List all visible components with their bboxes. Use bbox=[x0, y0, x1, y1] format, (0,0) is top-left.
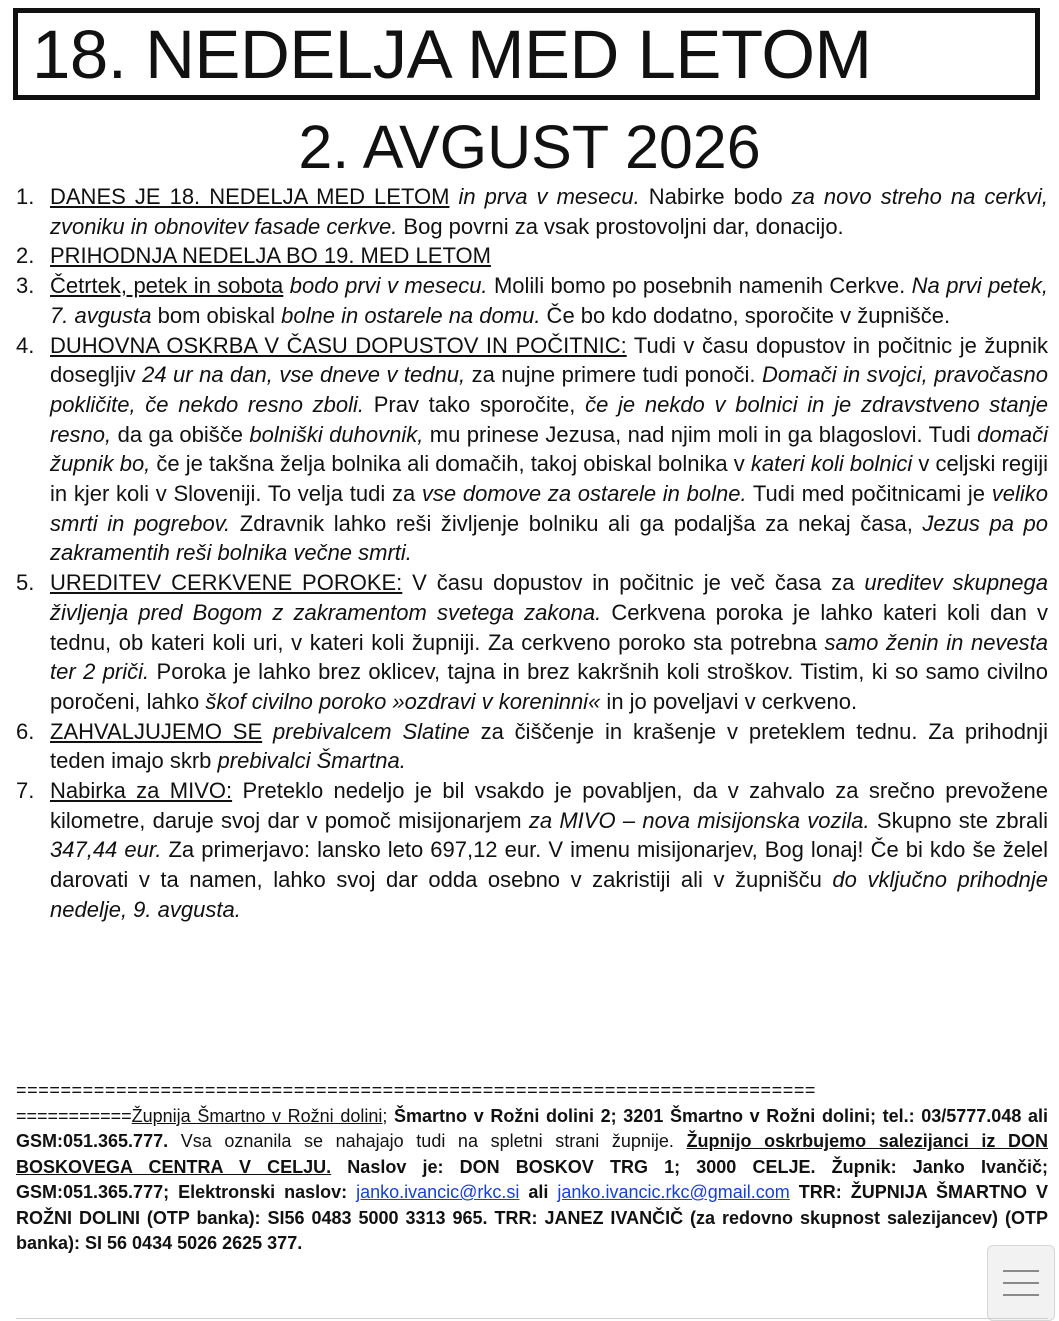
item-run: Nabirke bodo bbox=[639, 184, 792, 209]
item-run: za čiščenje in krašenje v preteklem tednu. Za prihodnji teden imajo skrb bbox=[50, 718, 1048, 774]
item-run: bom obiskal bbox=[151, 302, 282, 328]
item-number: 3. bbox=[16, 273, 35, 299]
item-emphasis: kateri koli bolnici bbox=[750, 451, 913, 477]
item-emphasis: do vključno prihodnje nedelje, 9. avgusta. bbox=[50, 867, 1048, 922]
hamburger-menu-icon bbox=[1001, 1266, 1041, 1300]
item-text bbox=[50, 182, 1048, 241]
item-emphasis: vse domove za ostarele in bolne. bbox=[421, 481, 747, 507]
item-emphasis: če je nekdo v bolnici in je zdravstveno stanje resno, bbox=[50, 391, 1048, 447]
item-emphasis: bolniški duhovnik, bbox=[249, 421, 424, 447]
email-link-rkc[interactable]: janko.ivancic@rkc.si bbox=[356, 1182, 520, 1202]
page-date: 2. AVGUST 2026 bbox=[298, 113, 761, 181]
announcement-item bbox=[16, 776, 1048, 925]
item-run: Molili bomo po posebnih namenih Cerkve. bbox=[487, 273, 912, 299]
footer-salesian: Župnijo oskrbujemo salezijanci iz DON BOSKOVEGA CENTRA V CELJU. bbox=[16, 1131, 1048, 1177]
announcement-item bbox=[16, 182, 1048, 241]
footer-lead: =========== bbox=[16, 1105, 132, 1126]
item-number: 6. bbox=[16, 718, 35, 744]
announcement-item bbox=[16, 241, 1048, 271]
item-heading: Četrtek, petek in sobota bbox=[50, 273, 284, 299]
footer-parish-name: Župnija Šmartno v Rožni dolini; bbox=[131, 1105, 388, 1126]
announcement-item bbox=[16, 271, 1048, 330]
item-number: 5. bbox=[16, 570, 35, 596]
page-title: 18. NEDELJA MED LETOM bbox=[32, 15, 872, 93]
item-text bbox=[50, 271, 1048, 330]
footer-web-note: Vsa oznanila se nahajajo tudi na spletni strani župnije. bbox=[168, 1131, 687, 1151]
item-emphasis: samo ženin in nevesta ter 2 priči. bbox=[50, 629, 1049, 685]
item-emphasis: za MIVO – nova misijonska vozila. bbox=[528, 807, 870, 833]
footer bbox=[16, 1078, 1048, 1257]
item-run: Preteklo nedeljo je bil vsakdo je povabljen, da v zahvalo za srečno prevožene kilometre, daruje svoj dar v pomoč misijonarjem bbox=[50, 778, 1049, 833]
title-box bbox=[13, 8, 1040, 100]
item-emphasis: škof civilno poroko »ozdravi v koreninni« bbox=[205, 688, 601, 714]
item-heading: ZAHVALJUJEMO SE bbox=[50, 718, 263, 744]
announcement-item bbox=[16, 717, 1048, 776]
item-heading: PRIHODNJA NEDELJA BO 19. MED LETOM bbox=[50, 243, 491, 269]
item-text bbox=[50, 331, 1048, 569]
item-run bbox=[262, 719, 273, 744]
item-text bbox=[50, 776, 1048, 925]
item-run: Za primerjavo: lansko leto 697,12 eur. V imenu misijonarjev, Bog lonaj! Če bi kdo še želel darovati v ta namen, lahko svoj dar odda osebno v zakristiji ali v župnišču bbox=[50, 837, 1048, 893]
item-run: Tudi v času dopustov in počitnic je župnik dosegljiv bbox=[50, 332, 1048, 388]
footer-or: ali bbox=[519, 1182, 558, 1202]
item-emphasis: prebivalcem Slatine bbox=[273, 718, 470, 744]
item-heading: Nabirka za MIVO: bbox=[50, 778, 233, 804]
item-number: 4. bbox=[16, 332, 35, 358]
footer-bank: TRR: ŽUPNIJA ŠMARTNO V ROŽNI DOLINI (OTP banka): SI56 0483 5000 3313 965. TRR: JANEZ IVANČIČ (za redovno skupnost salezijancev) (OTP banka): SI 56 0434 5026 2625 377. bbox=[16, 1182, 1048, 1253]
menu-button[interactable] bbox=[987, 1245, 1055, 1321]
item-run: Bog povrni za vsak prostovoljni dar, donacijo. bbox=[397, 213, 844, 239]
footer-text bbox=[16, 1104, 1048, 1257]
announcement-list bbox=[16, 182, 1048, 925]
footer-address: Šmartno v Rožni dolini 2; 3201 Šmartno v Rožni dolini; tel.: 03/5777.048 ali GSM:051.365.777. bbox=[16, 1105, 1049, 1151]
item-run: Tudi med počitnicami je bbox=[746, 481, 992, 507]
email-link-gmail[interactable]: janko.ivancic.rkc@gmail.com bbox=[557, 1182, 790, 1202]
item-run: in jo poveljavi v cerkveno. bbox=[600, 688, 858, 714]
item-emphasis: Jezus pa po zakramentih reši bolnika večne smrti. bbox=[50, 510, 1049, 566]
item-emphasis: 347,44 eur. bbox=[50, 837, 162, 863]
bottom-divider bbox=[16, 1318, 1048, 1319]
item-run: Prav tako sporočite, bbox=[364, 391, 586, 417]
item-run: da ga obišče bbox=[111, 421, 250, 447]
item-run: če je takšna želja bolnika ali domačih, takoj obiskal bolnika v bbox=[150, 451, 751, 477]
footer-separator: ======================================================================== bbox=[16, 1080, 817, 1100]
item-run: mu prinese Jezusa, nad njim moli in ga blagoslovi. Tudi bbox=[423, 421, 978, 447]
item-run: Cerkvena poroka je lahko kateri koli dan v tednu, ob kateri koli uri, v kateri koli župniji. Za cerkveno poroko sta potrebna bbox=[50, 599, 1048, 655]
item-emphasis: veliko smrti in pogrebov. bbox=[50, 481, 1048, 536]
item-emphasis: Domači in svojci, pravočasno pokličite, če nekdo resno zboli. bbox=[50, 362, 1049, 417]
item-run: za nujne primere tudi ponoči. bbox=[465, 362, 763, 388]
item-emphasis: ureditev skupnega življenja pred Bogom z zakramentom svetega zakona. bbox=[50, 570, 1048, 625]
item-heading: DANES JE 18. NEDELJA MED LETOM bbox=[50, 184, 450, 209]
item-number: 7. bbox=[16, 778, 35, 804]
item-number: 1. bbox=[16, 184, 35, 209]
item-emphasis: prebivalci Šmartna. bbox=[217, 748, 406, 774]
item-run: Poroka je lahko brez oklicev, tajna in brez kakršnih koli stroškov. Tistim, ki so samo civilno poročeni, lahko bbox=[50, 659, 1048, 714]
item-heading: UREDITEV CERKVENE POROKE: bbox=[50, 570, 403, 596]
item-run: v celjski regiji in kjer koli v Sloveniji. To velja tudi za bbox=[50, 451, 1049, 507]
item-emphasis: za novo streho na cerkvi, zvoniku in obnovitev fasade cerkve. bbox=[50, 184, 1048, 239]
item-run: Zdravnik lahko reši življenje bolniku ali ga podaljša za nekaj časa, bbox=[230, 510, 923, 536]
item-run: V času dopustov in počitnic je več časa za bbox=[402, 570, 865, 596]
announcement-item bbox=[16, 331, 1048, 569]
item-text bbox=[50, 717, 1048, 776]
item-run: Če bo kdo dodatno, sporočite v župnišče. bbox=[540, 302, 951, 328]
item-emphasis: bolne in ostarele na domu. bbox=[281, 302, 541, 328]
item-emphasis: bodo prvi v mesecu. bbox=[289, 273, 488, 299]
item-emphasis: domači župnik bo, bbox=[50, 421, 1049, 477]
item-text bbox=[50, 241, 1048, 271]
footer-contact: Naslov je: DON BOSKOV TRG 1; 3000 CELJE. Župnik: Janko Ivančič; GSM:051.365.777; Elektronski naslov: bbox=[16, 1156, 1048, 1202]
item-heading: DUHOVNA OSKRBA V ČASU DOPUSTOV IN POČITNIC: bbox=[50, 332, 627, 358]
item-emphasis: 24 ur na dan, vse dneve v tednu, bbox=[142, 362, 466, 388]
item-text bbox=[50, 568, 1048, 717]
item-number: 2. bbox=[16, 243, 35, 269]
item-emphasis: Na prvi petek, 7. avgusta bbox=[50, 273, 1048, 328]
announcement-item bbox=[16, 568, 1048, 717]
item-run: Skupno ste zbrali bbox=[869, 807, 1048, 833]
item-emphasis: in prva v mesecu. bbox=[458, 184, 640, 209]
